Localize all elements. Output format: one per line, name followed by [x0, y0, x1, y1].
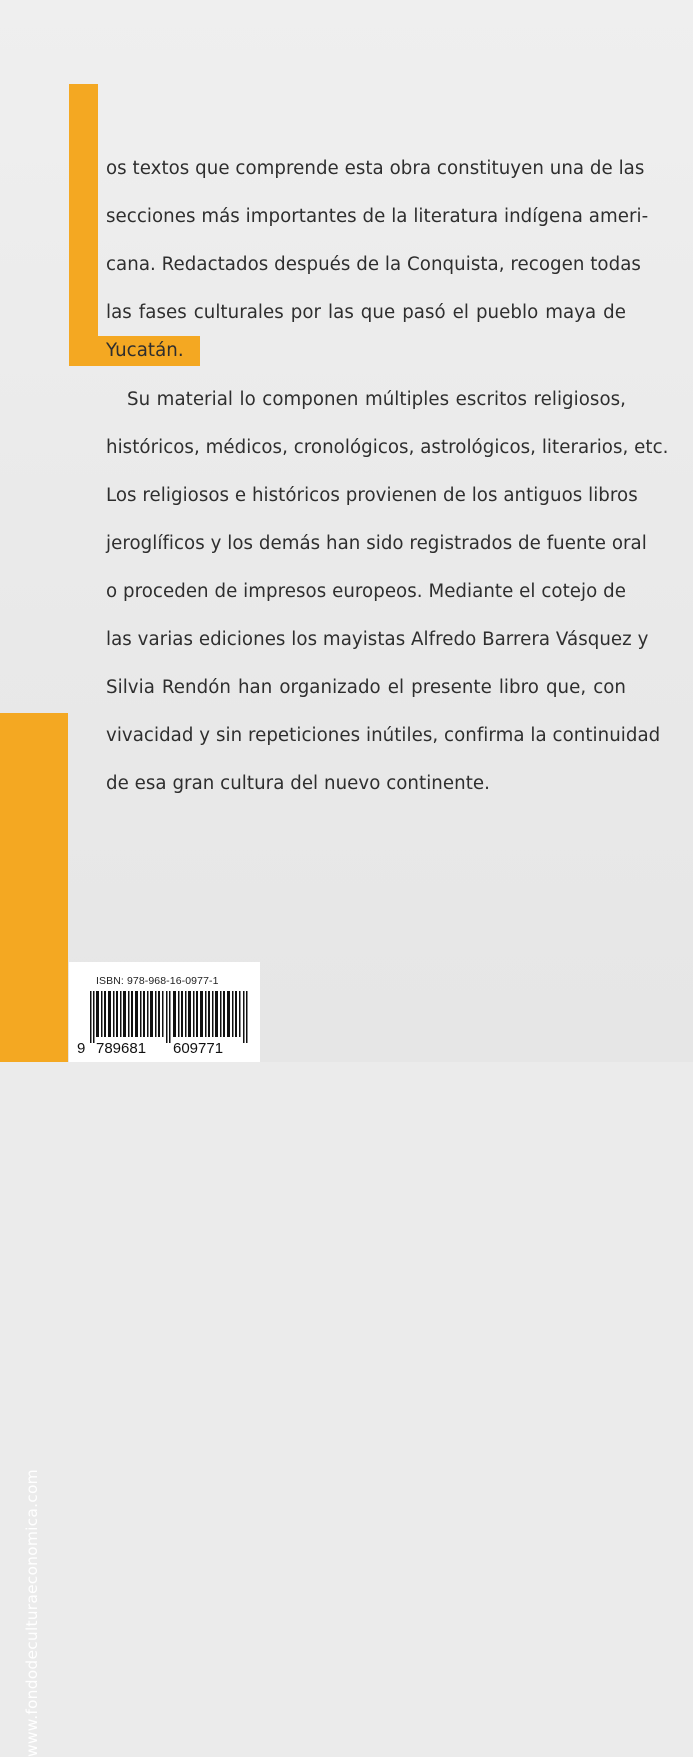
- paragraph-line: las fases culturales por las que pasó el pueblo maya de: [106, 302, 626, 323]
- publisher-side-band: [0, 713, 68, 1757]
- paragraph-line: Los religiosos e históricos provienen de los antiguos libros: [106, 485, 638, 506]
- paragraph-line: o proceden de impresos europeos. Mediante el cotejo de: [106, 581, 626, 602]
- paragraph-line: de esa gran cultura del nuevo continente.: [106, 773, 490, 794]
- paragraph-line: os textos que comprende esta obra constituyen una de las: [106, 158, 645, 179]
- paragraph-line: cana. Redactados después de la Conquista, recogen todas: [106, 254, 641, 275]
- paragraph-line: Silvia Rendón han organizado el presente libro que, con: [106, 677, 626, 698]
- barcode-digits-left: 789681: [96, 1040, 147, 1057]
- barcode-digits-right: 609771: [173, 1040, 224, 1057]
- paragraph-line: jeroglíficos y los demás han sido registrados de fuente oral: [106, 533, 647, 554]
- barcode-digit-first: 9: [77, 1040, 86, 1057]
- paragraph-line: secciones más importantes de la literatura indígena ameri-: [106, 206, 649, 227]
- paragraph-line: históricos, médicos, cronológicos, astrológicos, literarios, etc.: [106, 437, 669, 458]
- isbn-label: ISBN: 978-968-16-0977-1: [96, 975, 219, 987]
- paragraph-line: Yucatán.: [106, 340, 184, 361]
- paragraph-line: vivacidad y sin repeticiones inútiles, confirma la continuidad: [106, 725, 661, 746]
- paragraph-line: Su material lo componen múltiples escritos religiosos,: [127, 389, 626, 410]
- publisher-url: www.fondodeculturaeconomica.com: [23, 1469, 41, 1757]
- paragraph-line: las varias ediciones los mayistas Alfredo Barrera Vásquez y: [106, 629, 649, 650]
- barcode-icon: [90, 991, 250, 1043]
